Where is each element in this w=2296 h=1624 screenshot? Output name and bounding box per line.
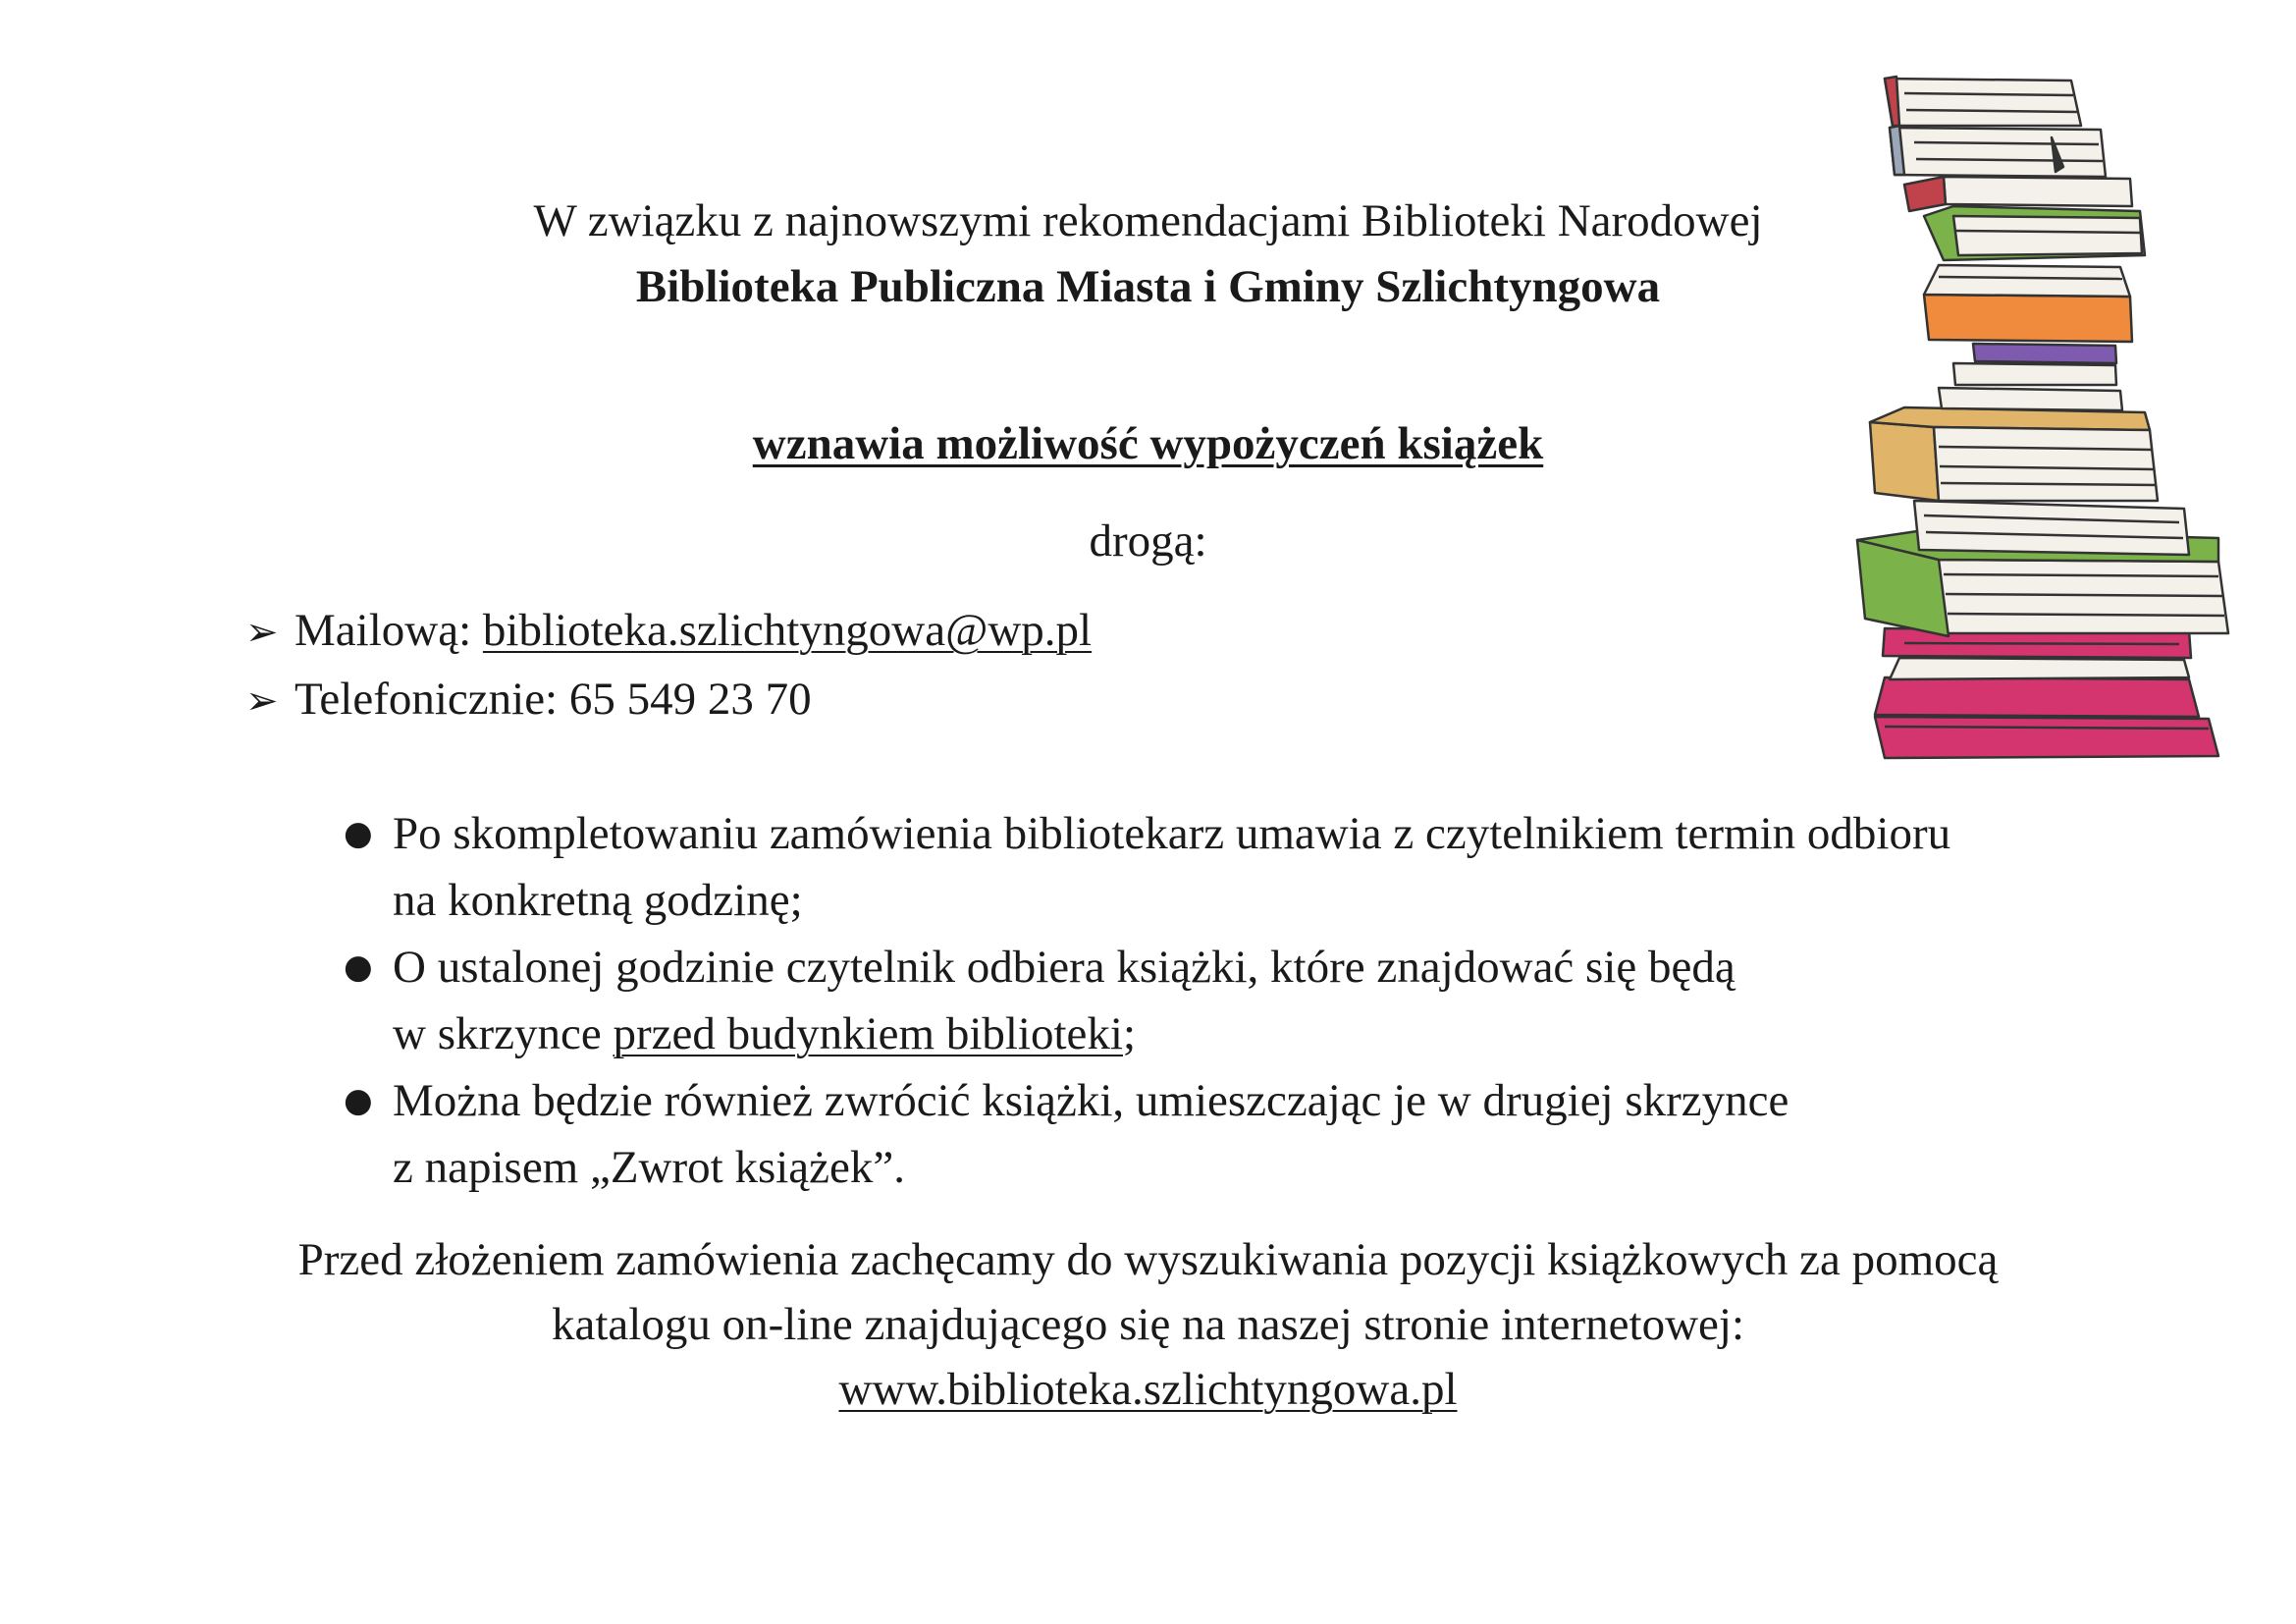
website-link[interactable]: www.biblioteka.szlichtyngowa.pl — [838, 1364, 1458, 1415]
list-item-line: na konkretną godzinę; — [393, 875, 803, 926]
footer-line: katalogu on-line znajdującego się na naszej stronie internetowej: — [551, 1299, 1745, 1350]
list-item — [344, 1067, 2110, 1201]
intro-text: W związku z najnowszymi rekomendacjami Biblioteki Narodowej — [533, 195, 1763, 246]
contact-email-label: Mailową: — [294, 605, 483, 656]
library-name: Biblioteka Publiczna Miasta i Gminy Szlichtyngowa — [635, 261, 1661, 312]
stack-of-books-icon — [1845, 69, 2238, 785]
list-item — [344, 800, 2110, 934]
round-bullet-icon: ● — [344, 1081, 373, 1120]
via-label: drogą: — [1089, 515, 1207, 567]
arrowhead-bullet-icon: ➢ — [245, 678, 279, 724]
contact-phone-label: Telefonicznie: — [294, 674, 569, 725]
list-item-line: Można będzie również zwrócić książki, umieszczając je w drugiej skrzynce — [393, 1075, 1789, 1126]
contact-email — [245, 604, 1092, 657]
phone-number: 65 549 23 70 — [568, 674, 812, 725]
arrowhead-bullet-icon: ➢ — [245, 610, 279, 655]
list-item-text: w skrzynce — [393, 1008, 614, 1059]
underlined-location: przed budynkiem biblioteki — [613, 1008, 1123, 1059]
list-item-line: Po skompletowaniu zamówienia bibliotekarz umawia z czytelnikiem termin odbioru — [393, 808, 1951, 859]
list-item-line: O ustalonej godzinie czytelnik odbiera książki, które znajdować się będą — [393, 942, 1735, 993]
email-link[interactable]: biblioteka.szlichtyngowa@wp.pl — [482, 605, 1093, 656]
footer-line: Przed złożeniem zamówienia zachęcamy do wyszukiwania pozycji książkowych za pomocą — [297, 1234, 1999, 1285]
list-item-text: ; — [1122, 1008, 1137, 1059]
contact-phone — [245, 673, 812, 726]
info-list — [344, 800, 2110, 1201]
list-item — [344, 934, 2110, 1067]
round-bullet-icon: ● — [344, 814, 373, 853]
list-item-line: z napisem „Zwrot książek”. — [393, 1142, 906, 1193]
headline-text: wznawia możliwość wypożyczeń książek — [752, 418, 1544, 469]
list-item-line — [393, 1001, 2110, 1067]
footer-note — [0, 1227, 2296, 1422]
round-bullet-icon: ● — [344, 947, 373, 987]
